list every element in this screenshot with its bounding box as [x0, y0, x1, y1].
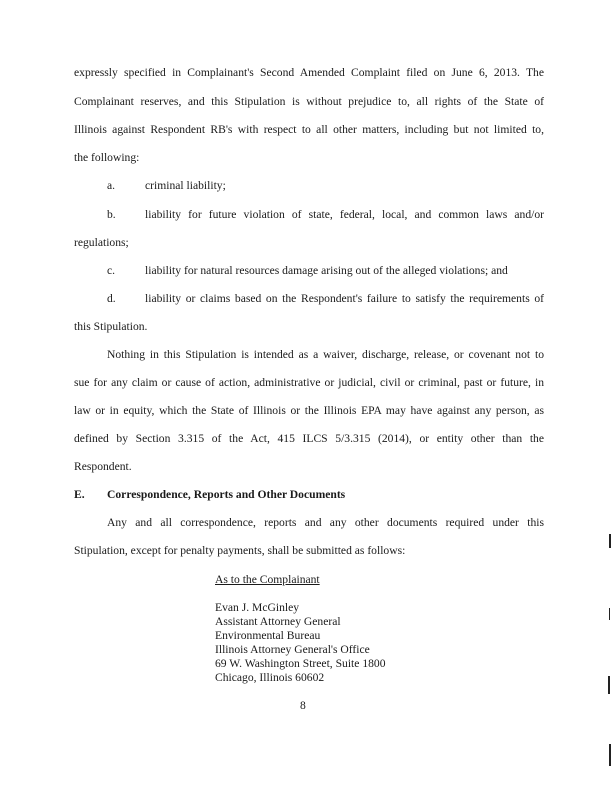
paragraph-1-line-2: Complainant reserves, and this Stipulation is without prejudice to, all rights of the State of — [74, 95, 544, 108]
scan-edge-mark — [609, 534, 611, 548]
paragraph-2-line-5: Respondent. — [74, 460, 132, 473]
list-item-c-text: liability for natural resources damage arising out of the alleged violations; and — [145, 264, 508, 277]
section-e-number: E. — [74, 488, 85, 501]
address-line-3: Environmental Bureau — [215, 629, 321, 642]
paragraph-2-line-3: law or in equity, which the State of Illinois or the Illinois EPA may have against any person, as — [74, 404, 544, 417]
paragraph-1-line-1: expressly specified in Complainant's Second Amended Complaint filed on June 6, 2013. The — [74, 66, 544, 79]
section-e-title: Correspondence, Reports and Other Documents — [107, 488, 346, 501]
address-line-2: Assistant Attorney General — [215, 615, 341, 628]
address-line-1: Evan J. McGinley — [215, 601, 300, 614]
address-line-5: 69 W. Washington Street, Suite 1800 — [215, 657, 386, 670]
paragraph-1-line-3: Illinois against Respondent RB's with respect to all other matters, including but not limited to, — [74, 123, 544, 136]
list-item-a-marker: a. — [107, 179, 116, 192]
paragraph-2-line-4: defined by Section 3.315 of the Act, 415 ILCS 5/3.315 (2014), or entity other than the — [74, 432, 544, 445]
paragraph-1-line-4: the following: — [74, 151, 140, 164]
list-item-a-text: criminal liability; — [145, 179, 226, 192]
page-number: 8 — [300, 699, 306, 712]
scan-edge-mark — [609, 608, 610, 620]
list-item-c-marker: c. — [107, 264, 116, 277]
list-item-d-continuation: this Stipulation. — [74, 320, 148, 333]
paragraph-2-line-2: sue for any claim or cause of action, administrative or judicial, civil or criminal, past or future, in — [74, 376, 544, 389]
scan-edge-mark — [609, 744, 611, 766]
list-item-d-text: liability or claims based on the Respondent's failure to satisfy the requirements of — [145, 292, 544, 305]
list-item-b-marker: b. — [107, 208, 116, 221]
section-e-line-1: Any and all correspondence, reports and any other documents required under this — [107, 516, 544, 529]
list-item-d-marker: d. — [107, 292, 116, 305]
scan-edge-mark — [608, 676, 610, 694]
address-line-4: Illinois Attorney General's Office — [215, 643, 370, 656]
list-item-b-text: liability for future violation of state, federal, local, and common laws and/or — [145, 208, 544, 221]
paragraph-2-line-1: Nothing in this Stipulation is intended as a waiver, discharge, release, or covenant not to — [107, 348, 544, 361]
address-heading: As to the Complainant — [215, 573, 320, 586]
list-item-b-continuation: regulations; — [74, 236, 129, 249]
section-e-line-2: Stipulation, except for penalty payments, shall be submitted as follows: — [74, 544, 406, 557]
address-line-6: Chicago, Illinois 60602 — [215, 671, 325, 684]
